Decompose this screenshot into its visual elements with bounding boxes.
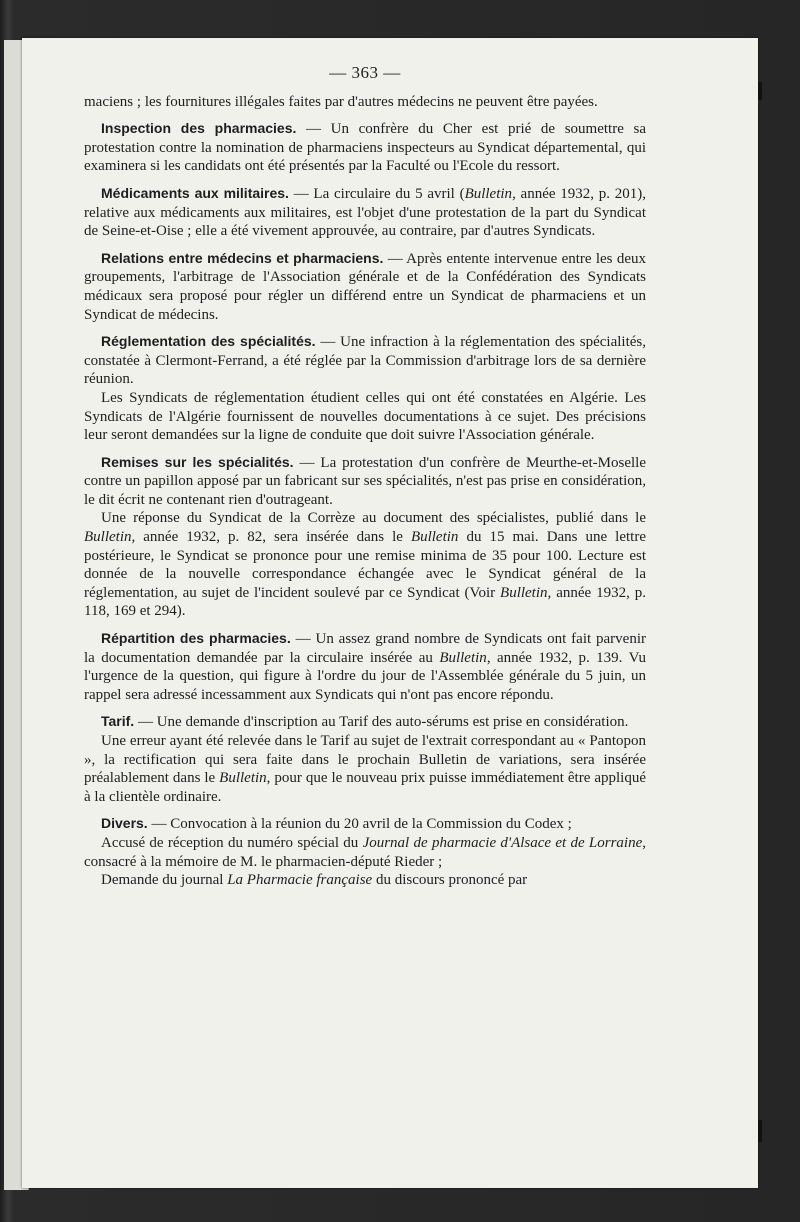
text-run: — Un assez grand nombre de Syndicats ont fait parvenir la documentation demandée par la circulaire insérée au (84, 631, 646, 666)
text-run: , année 1932, p. 82, sera insérée dans le (131, 529, 411, 546)
text-run: Demande du journal (101, 872, 228, 889)
paragraph (84, 871, 646, 890)
text-run: — Une demande d'inscription au Tarif des auto-sérums est prise en considération. (134, 714, 629, 731)
text-run: — La protestation d'un confrère de Meurthe-et-Moselle contre un papillon apposé par un fabricant sur ses spécialités, n'est pas prise en considération, le dit écrit ne contenant rien d'outrageant. (84, 454, 647, 508)
paragraph (84, 332, 646, 389)
paragraph (84, 834, 646, 871)
italic-text: Bulletin (439, 649, 487, 666)
page-edge-mark (758, 82, 762, 100)
text-run: — Convocation à la réunion du 20 avril de la Commission du Codex ; (147, 816, 572, 833)
text-run: , pour que le nouveau prix puisse immédiatement être appliqué à la clientèle ordinaire. (84, 770, 646, 805)
paragraph (84, 389, 646, 445)
body-text (84, 93, 646, 890)
section-heading: Inspection des pharmacies. (101, 120, 297, 137)
text-run: du discours prononcé par (372, 872, 528, 889)
text-run: Les Syndicats de réglementation étudient celles qui ont été constatées en Algérie. Les Syndicats de l'Algérie fournissent de nouvelles documentations à ce sujet. Des précisions leur seront demandées sur la ligne de conduite que doit suivre l'Association générale. (84, 389, 646, 444)
section-heading: Divers. (101, 815, 148, 832)
text-run: Une erreur ayant été relevée dans le Tarif au sujet de l'extrait correspondant au « Pantopon », la rectification qui sera faite dans le prochain Bulletin de variations, sera insérée préalablement dans le (84, 733, 646, 787)
section-heading: Remises sur les spécialités. (101, 453, 294, 470)
italic-text: Bulletin (84, 529, 132, 546)
italic-text: Journal de pharmacie d'Alsace et de Lorraine (362, 834, 643, 851)
section-heading: Relations entre médecins et pharmaciens. (101, 249, 384, 266)
paragraph (84, 509, 646, 621)
italic-text: Bulletin (219, 770, 267, 787)
text-run: Une réponse du Syndicat de la Corrèze au document des spécialistes, publié dans le (101, 510, 646, 527)
paragraph (84, 453, 646, 510)
section-heading: Tarif. (101, 713, 135, 730)
italic-text: Bulletin (500, 584, 548, 601)
paragraph (84, 712, 646, 732)
text-run: , consacré à la mémoire de M. le pharmacien-député Rieder ; (84, 834, 646, 870)
page-edge-mark (758, 1120, 762, 1142)
text-run: Accusé de réception du numéro spécial du (101, 834, 363, 851)
italic-text: Bulletin (464, 185, 513, 202)
text-run: — Une infraction à la réglementation des spécialités, constatée à Clermont-Ferrand, a été réglée par la Commission d'arbitrage lors de sa dernière réunion. (84, 334, 646, 388)
paragraph (84, 184, 646, 241)
section-heading: Réglementation des spécialités. (101, 333, 316, 350)
text-run: — La circulaire du 5 avril ( (288, 185, 465, 202)
text-column (84, 64, 646, 890)
paragraph (84, 249, 646, 324)
paragraph (84, 119, 646, 176)
page-number: — 363 — (329, 63, 401, 82)
paragraph (84, 93, 646, 112)
italic-text: La Pharmacie française (227, 872, 373, 889)
section-heading: Répartition des pharmacies. (101, 630, 291, 647)
section-heading: Médicaments aux militaires. (101, 184, 289, 201)
text-run: — Après entente intervenue entre les deux groupements, l'arbitrage de l'Association générale et de la Confédération des Syndicats médicaux sera proposé pour régler un différend entre un Syndicat de pharmaciens et un Syndicat de médecins. (84, 250, 646, 323)
paragraph (84, 629, 646, 704)
italic-text: Bulletin (410, 529, 459, 546)
text-run: , année 1932, p. 201), relative aux médicaments aux militaires, est l'objet d'une protestation de la part du Syndicat de Seine-et-Oise ; elle a été vivement approuvée, au contraire, par d'autres Syndicats. (84, 185, 646, 240)
text-run: , année 1932, p. 139. Vu l'urgence de la question, qui figure à l'ordre du jour de l'Assemblée générale du 5 juin, un rappel sera adressé incessamment aux Syndicats qui n'ont pas encore répondu. (84, 649, 647, 703)
paragraph (84, 814, 646, 834)
text-run: , année 1932, p. 118, 169 et 294). (84, 584, 646, 620)
paragraph (84, 732, 646, 806)
text-run: du 15 mai. Dans une lettre postérieure, le Syndicat se prononce pour une remise minima de 35 pour 100. Lecture est donnée de la nouvelle correspondance échangée avec le Syndicat général de la réglementation, au sujet de l'incident soulevé par ce Syndicat (Voir (84, 529, 646, 601)
text-run: — Un confrère du Cher est prié de soumettre sa protestation contre la nomination de pharmaciens inspecteurs au Syndicat départemental, qui examinera si les candidats ont été présentés par la Faculté ou l'Ecole du ressort. (84, 121, 646, 175)
text-run: maciens ; les fournitures illégales faites par d'autres médecins ne peuvent être payées. (84, 93, 598, 110)
